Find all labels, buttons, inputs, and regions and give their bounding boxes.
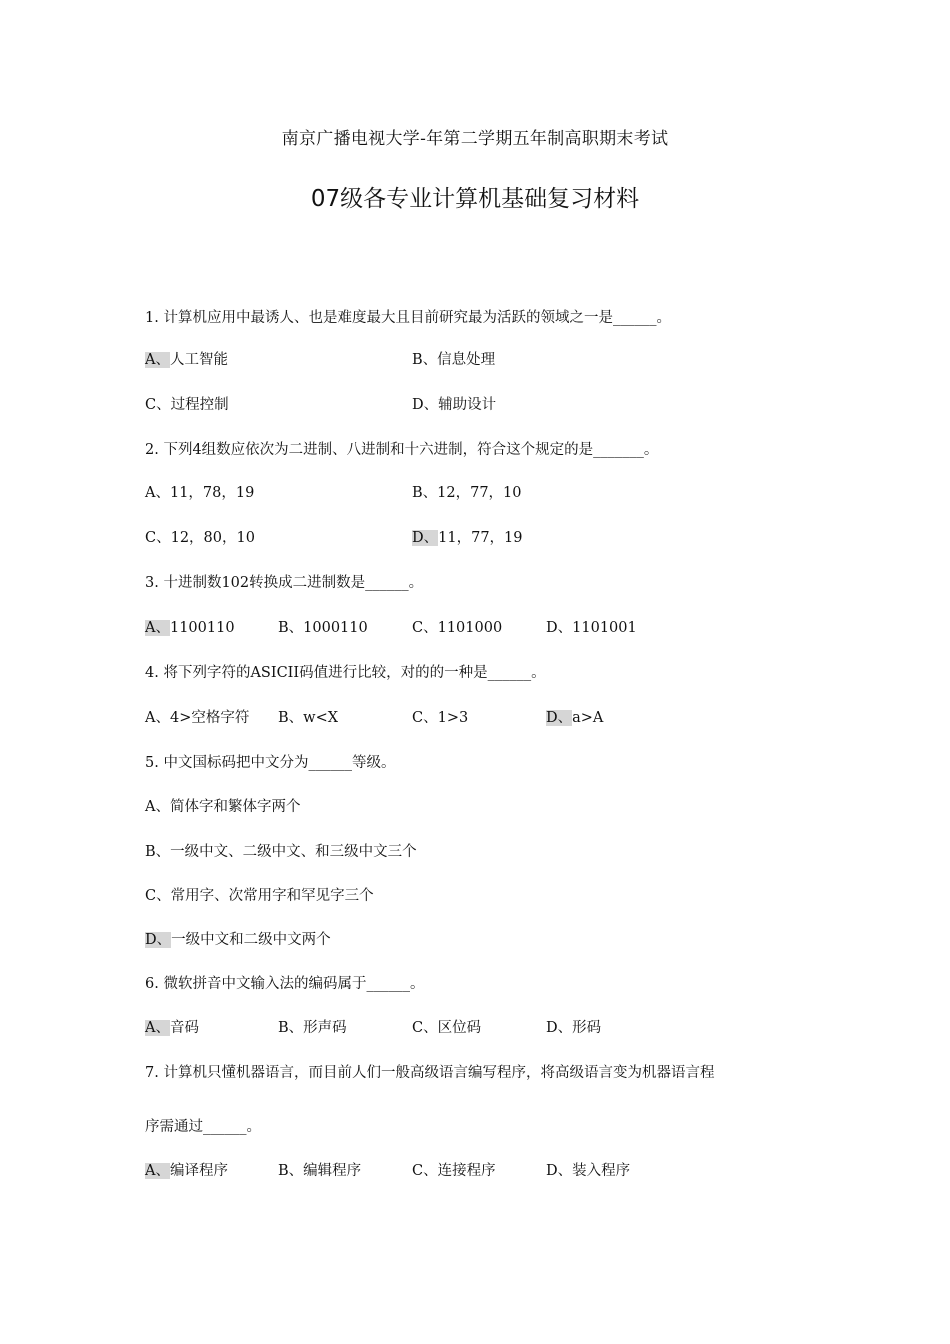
q4-option-c: C、1>3 xyxy=(412,710,469,726)
q4-option-b: B、w<X xyxy=(278,710,339,726)
question-7-stem: 7. 计算机只懂机器语言，而目前人们一般高级语言编写程序，将高级语言变为机器语言程 xyxy=(145,1065,715,1081)
q5-option-b: B、一级中文、二级中文、和三级中文三个 xyxy=(145,844,417,860)
question-5-stem: 5. 中文国标码把中文分为______等级。 xyxy=(145,755,396,771)
q3-option-a: A、1100110 xyxy=(145,620,235,636)
question-4-stem: 4. 将下列字符的ASICII码值进行比较，对的的一种是______。 xyxy=(145,665,546,681)
q5-option-a: A、简体字和繁体字两个 xyxy=(145,799,301,815)
q2-option-b: B、12，77，10 xyxy=(412,485,522,501)
q6-option-c: C、区位码 xyxy=(412,1020,482,1036)
question-3-stem: 3. 十进制数102转换成二进制数是______。 xyxy=(145,575,424,591)
q2-option-a: A、11，78，19 xyxy=(145,485,255,501)
exam-header: 南京广播电视大学-年第二学期五年制高职期末考试 xyxy=(281,129,669,149)
q1-option-c: C、过程控制 xyxy=(145,397,229,413)
q3-option-b: B、1000110 xyxy=(278,620,368,636)
q5-option-c: C、常用字、次常用字和罕见字三个 xyxy=(145,888,374,904)
q4-option-d: D、a>A xyxy=(546,710,604,726)
q7-option-a: A、编译程序 xyxy=(145,1163,228,1179)
question-2-stem: 2. 下列4组数应依次为二进制、八进制和十六进制，符合这个规定的是_______。 xyxy=(145,442,659,458)
question-6-stem: 6. 微软拼音中文输入法的编码属于______。 xyxy=(145,976,425,992)
q6-option-b: B、形声码 xyxy=(278,1020,347,1036)
q7-option-b: B、编辑程序 xyxy=(278,1163,362,1179)
q6-option-d: D、形码 xyxy=(546,1020,602,1036)
q4-option-a: A、4>空格字符 xyxy=(145,710,250,726)
page-title: 07级各专业计算机基础复习材料 xyxy=(310,186,640,212)
q5-option-d: D、一级中文和二级中文两个 xyxy=(145,932,331,948)
q7-option-d: D、装入程序 xyxy=(546,1163,631,1179)
q2-option-c: C、12，80，10 xyxy=(145,530,255,546)
q1-option-a: A、人工智能 xyxy=(145,352,228,368)
q1-option-b: B、信息处理 xyxy=(412,352,496,368)
q3-option-d: D、1101001 xyxy=(546,620,637,636)
q1-option-d: D、辅助设计 xyxy=(412,397,497,413)
q7-option-c: C、连接程序 xyxy=(412,1163,496,1179)
q6-option-a: A、音码 xyxy=(145,1020,199,1036)
question-7-stem-cont: 序需通过______。 xyxy=(145,1119,261,1135)
q2-option-d: D、11，77，19 xyxy=(412,530,523,546)
question-1-stem: 1. 计算机应用中最诱人、也是难度最大且目前研究最为活跃的领域之一是______。 xyxy=(145,310,671,326)
q3-option-c: C、1101000 xyxy=(412,620,503,636)
